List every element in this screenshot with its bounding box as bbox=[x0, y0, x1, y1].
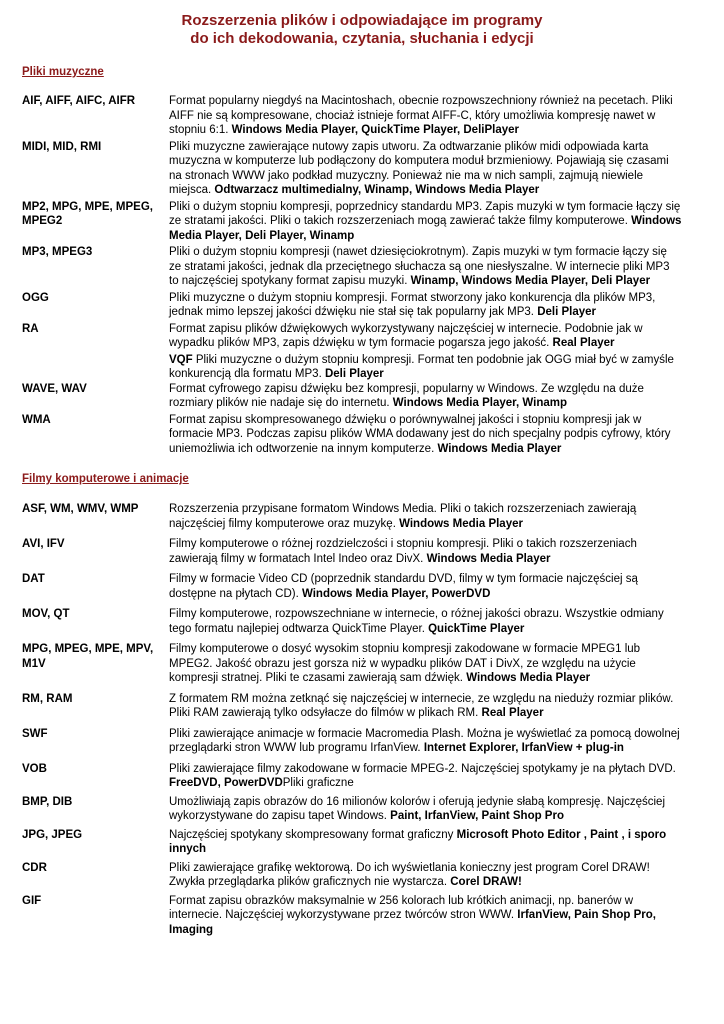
section-heading-music: Pliki muzyczne bbox=[22, 66, 104, 78]
programs-list: VQF bbox=[169, 353, 193, 366]
extension-term: SWF bbox=[22, 727, 48, 740]
programs-list: Windows Media Player, Winamp bbox=[392, 397, 567, 409]
list-item bbox=[22, 322, 682, 351]
title-line-1: Rozszerzenia plików i odpowiadające im programy bbox=[181, 12, 543, 29]
description-text: Format zapisu skompresowanego dźwięku o porównywalnej jakości i stopniu kompresji jak w formacie MP3. Podczas zapisu plików WMA dodawany jest do nich specjalny podpis cyfrowy, który uniemożliwia ich odtworzenie na innym komputerze. bbox=[169, 413, 671, 455]
extension-term bbox=[22, 353, 169, 382]
extension-description bbox=[169, 245, 682, 289]
extension-description bbox=[169, 200, 682, 244]
programs-list: Winamp, Windows Media Player, Deli Player bbox=[410, 275, 651, 287]
programs-list: Windows Media Player bbox=[466, 672, 591, 684]
description-tail: Pliki graficzne bbox=[282, 777, 354, 789]
list-item bbox=[22, 140, 682, 198]
list-item bbox=[22, 572, 682, 601]
extension-term: MP2, MPG, MPE, MPEG, MPEG2 bbox=[22, 200, 153, 227]
description-text: Pliki o dużym stopniu kompresji (nawet dziesięciokrotnym). Zapis muzyki w tym formacie łączy się ze stratami jakości, jednak dla przeciętnego słuchacza są one niesłyszalne. W internecie pliki MP3 to najczęściej spotykany format zapisu muzyki. bbox=[169, 246, 670, 287]
description-text: Format cyfrowego zapisu dźwięku bez kompresji, popularny w Windows. Ze względu na duże rozmiary plików nie nadaje się do internetu. bbox=[169, 382, 644, 409]
list-item bbox=[22, 762, 682, 791]
description-text: Pliki zawierające animacje w formacie Macromedia Plash. Można je wyświetlać za pomocą dowolnej przeglądarki stron WWW lub programu IrfanView. bbox=[169, 727, 680, 754]
list-item bbox=[22, 382, 682, 411]
description-text: Pliki muzyczne zawierające nutowy zapis utworu. Za odtwarzanie plików midi odpowiada karta muzyczna w komputerze lub podłączony do komputera moduł brzmieniowy. Pojawiają się czasami na stronach WWW jako podkład muzyczny. Ponieważ nie ma w nich sampli, zajmują niewiele miejsca. bbox=[169, 140, 669, 196]
extension-description bbox=[169, 502, 682, 531]
description-text: Pliki muzyczne o dużym stopniu kompresji. Format stworzony jako konkurencja dla plików MP3, jednak mimo lepszej jakości dźwięku nie stał się tak popularny jak MP3. bbox=[169, 291, 656, 318]
description-text: Filmy komputerowe, rozpowszechniane w internecie, o różnej jakości obrazu. Wszystkie odmiany tego formatu najlepiej odtwarza QuickTime Player. bbox=[169, 608, 664, 635]
programs-list: Windows Media Player, Deli Player, Winamp bbox=[169, 215, 682, 242]
extension-term: ASF, WM, WMV, WMP bbox=[22, 503, 139, 515]
extension-description bbox=[169, 828, 682, 857]
extension-term: JPG, JPEG bbox=[22, 828, 83, 841]
title-line-2: do ich dekodowania, czytania, słuchania i edycji bbox=[190, 30, 534, 47]
page-title bbox=[0, 12, 724, 48]
description-text: Filmy w formacie Video CD (poprzednik standardu DVD, filmy w tym formacie najczęściej są dostępne na płytach CD). bbox=[169, 573, 638, 600]
list-item bbox=[22, 353, 682, 382]
description-text: Filmy komputerowe o różnej rozdzielczości i stopniu kompresji. Pliki o takich rozszerzeniach zawierają filmy w formatach Intel Indeo oraz DivX. bbox=[169, 538, 637, 565]
extension-term: RA bbox=[22, 322, 39, 335]
description-text: Najczęściej spotykany skompresowany format graficzny bbox=[169, 828, 454, 841]
extension-term: GIF bbox=[22, 894, 42, 907]
programs-list: Windows Media Player, PowerDVD bbox=[301, 587, 491, 600]
list-item bbox=[22, 607, 682, 636]
extension-term: AIF, AIFF, AIFC, AIFR bbox=[22, 95, 136, 107]
description-text: Format popularny niegdyś na Macintoshach, obecnie rozpowszechniony również na pecetach. Pliki AIFF nie są kompresowane, chociaż istnieje format AIFF-C, który umożliwia kompresję nawet w stopniu 6:1. bbox=[169, 95, 673, 136]
description-tail: Pliki muzyczne o dużym stopniu kompresji. Format ten podobnie jak OGG miał być w zamyśle konkurencją dla formatu MP3. bbox=[169, 353, 674, 380]
programs-list-secondary: Deli Player bbox=[324, 368, 384, 380]
extension-description bbox=[169, 413, 682, 457]
programs-list: Windows Media Player bbox=[399, 517, 523, 530]
extension-description bbox=[169, 762, 682, 791]
extension-term: AVI, IFV bbox=[22, 538, 65, 550]
list-item bbox=[22, 692, 682, 721]
list-item bbox=[22, 828, 682, 857]
list-item bbox=[22, 894, 682, 938]
programs-list: Real Player bbox=[481, 707, 544, 719]
extension-description bbox=[169, 537, 682, 566]
extension-description bbox=[169, 291, 682, 320]
extension-description bbox=[169, 382, 682, 411]
extension-term: WAVE, WAV bbox=[22, 382, 87, 395]
extension-term: MP3, MPEG3 bbox=[22, 246, 93, 258]
description-text: Z formatem RM można zetknąć się najczęściej w internecie, ze względu na nieduży rozmiar plików. Pliki RAM zawierają tylko odsyłacze do filmów w plikach RM. bbox=[169, 692, 674, 719]
list-item bbox=[22, 413, 682, 457]
programs-list: IrfanView, Pain Shop Pro, Imaging bbox=[169, 909, 656, 936]
video-entries bbox=[22, 502, 682, 941]
list-item bbox=[22, 502, 682, 531]
programs-list: Corel DRAW! bbox=[450, 876, 522, 888]
extension-term: RM, RAM bbox=[22, 692, 73, 705]
extension-term: DAT bbox=[22, 573, 45, 585]
list-item bbox=[22, 245, 682, 289]
music-entries bbox=[22, 94, 682, 458]
extension-term: OGG bbox=[22, 291, 49, 304]
description-text: Rozszerzenia przypisane formatom Windows Media. Pliki o takich rozszerzeniach zawierają najczęściej filmy komputerowe oraz muzykę. bbox=[169, 503, 637, 530]
extension-term: WMA bbox=[22, 413, 51, 426]
extension-term: MPG, MPEG, MPE, MPV, M1V bbox=[22, 643, 154, 670]
description-text: Pliki zawierające filmy zakodowane w formacie MPEG-2. Najczęściej spotykamy je na płytach DVD. bbox=[169, 762, 676, 775]
programs-list: Odtwarzacz multimedialny, Winamp, Windows Media Player bbox=[214, 184, 540, 196]
extension-description bbox=[169, 572, 682, 601]
list-item bbox=[22, 94, 682, 138]
programs-list: QuickTime Player bbox=[428, 622, 525, 635]
extension-description bbox=[169, 727, 682, 756]
description-text: Filmy komputerowe o dosyć wysokim stopniu kompresji zakodowane w formacie MPEG1 lub MPEG2. Jakość obrazu jest gorsza niż w wypadku plików DAT i DivX, ze względu na użycie kompresji stratnej. Pliki te czasami zawierają sam dźwięk. bbox=[169, 643, 641, 684]
list-item bbox=[22, 200, 682, 244]
description-text: Format zapisu plików dźwiękowych wykorzystywany najczęściej w internecie. Podobnie jak w wypadku plików MP3, zapis dźwięku w tym formacie pogarsza jego jakość. bbox=[169, 322, 643, 349]
description-text: Umożliwiają zapis obrazów do 16 milionów kolorów i oferują jedynie słabą kompresję. Najczęściej wykorzystywane do zapisu tapet Windows. bbox=[169, 795, 665, 822]
extension-term: MIDI, MID, RMI bbox=[22, 140, 102, 153]
programs-list: Deli Player bbox=[537, 306, 597, 318]
extension-description bbox=[169, 642, 682, 686]
extension-term: VOB bbox=[22, 762, 47, 775]
programs-list: Internet Explorer, IrfanView + plug-in bbox=[423, 742, 624, 754]
programs-list: Real Player bbox=[552, 337, 615, 349]
list-item bbox=[22, 861, 682, 890]
extension-term: MOV, QT bbox=[22, 608, 70, 620]
section-heading-video: Filmy komputerowe i animacje bbox=[22, 473, 189, 485]
programs-list: Windows Media Player bbox=[437, 442, 562, 455]
extension-description bbox=[169, 140, 682, 198]
list-item bbox=[22, 642, 682, 686]
extension-description bbox=[169, 894, 682, 938]
list-item bbox=[22, 291, 682, 320]
extension-description bbox=[169, 861, 682, 890]
description-text: Pliki zawierające grafikę wektorową. Do ich wyświetlania konieczny jest program Corel DRAW! Zwykła przeglądarka plików graficznych nie wystarcza. bbox=[169, 861, 650, 888]
description-text: Format zapisu obrazków maksymalnie w 256 kolorach lub krótkich animacji, np. banerów w internecie. Najczęściej wykorzystywane przez twórców stron WWW. bbox=[169, 894, 634, 921]
list-item bbox=[22, 727, 682, 756]
extension-term: CDR bbox=[22, 861, 47, 874]
list-item bbox=[22, 537, 682, 566]
extension-description bbox=[169, 94, 682, 138]
list-item bbox=[22, 795, 682, 824]
extension-term: BMP, DIB bbox=[22, 795, 73, 808]
extension-description bbox=[169, 692, 682, 721]
extension-description bbox=[169, 353, 682, 382]
extension-description bbox=[169, 322, 682, 351]
programs-list: Windows Media Player bbox=[426, 552, 551, 565]
programs-list: FreeDVD, PowerDVD bbox=[169, 777, 283, 789]
programs-list: Windows Media Player, QuickTime Player, DeliPlayer bbox=[231, 124, 519, 136]
extension-description bbox=[169, 607, 682, 636]
extension-description bbox=[169, 795, 682, 824]
programs-list: Microsoft Photo Editor , Paint , i sporo innych bbox=[169, 828, 667, 855]
description-text: Pliki o dużym stopniu kompresji, poprzednicy standardu MP3. Zapis muzyki w tym formacie łączy się ze stratami jakości. Pliki o takich rozszerzeniach mogą zawierać także filmy komputerowe. bbox=[169, 200, 681, 227]
programs-list: Paint, IrfanView, Paint Shop Pro bbox=[390, 810, 564, 822]
